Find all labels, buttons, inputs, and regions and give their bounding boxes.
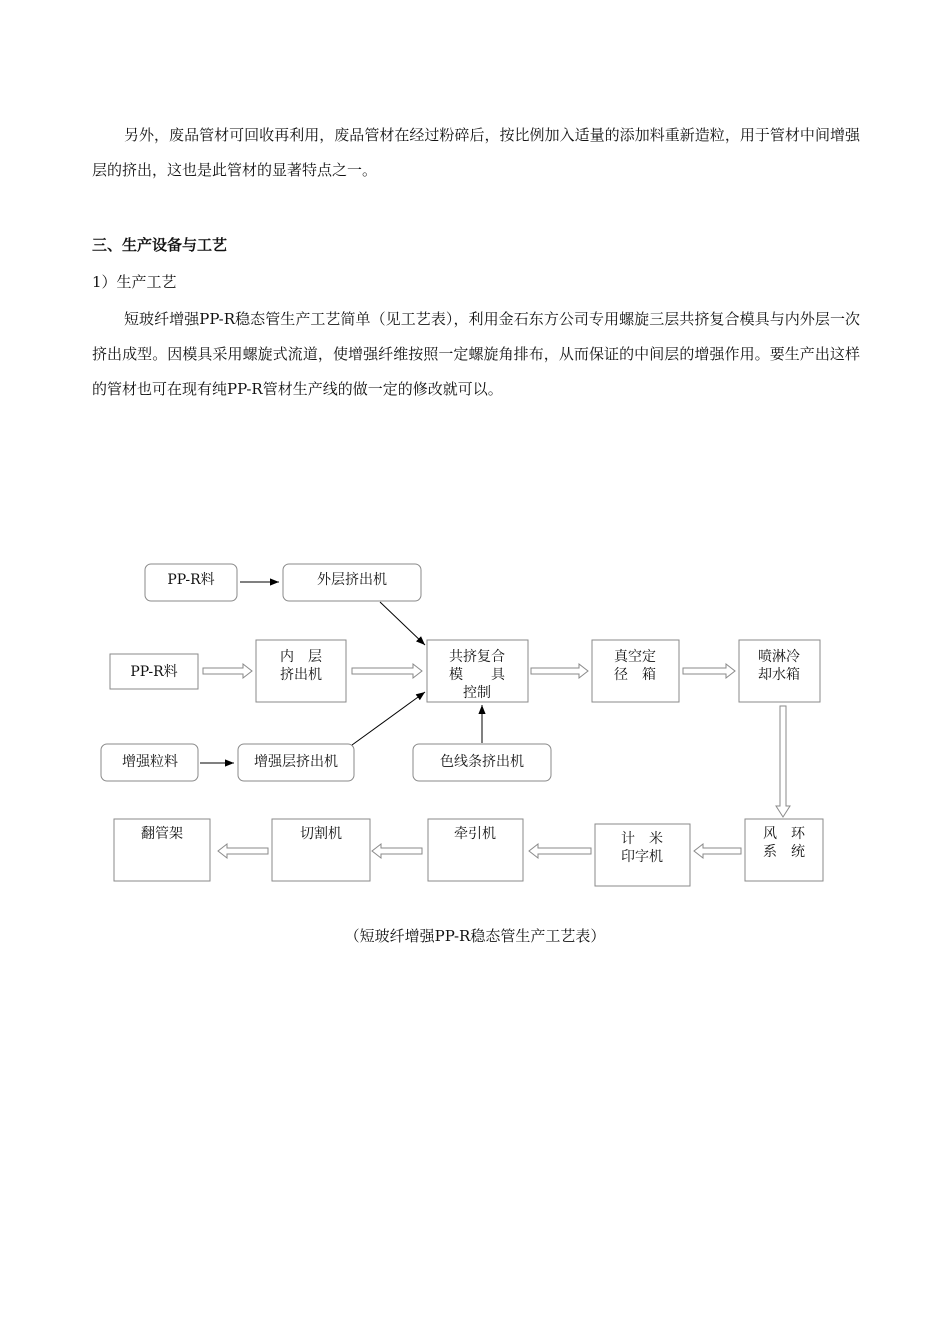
vacuum-sizing-tank-line2: 径 箱 (614, 667, 656, 683)
pipe-turning-rack-label: 翻管架 (141, 826, 183, 842)
haul-off-machine-label: 牵引机 (454, 826, 496, 842)
coextrusion-die-line2: 模 具 (449, 667, 505, 683)
intro-paragraph: 另外，废品管材可回收再利用，废品管材在经过粉碎后，按比例加入适量的添加料重新造粒，用于管材中间增强层的挤出，这也是此管材的显著特点之一。 (92, 126, 860, 179)
inner-extruder-line2: 挤出机 (280, 667, 322, 683)
hollow-arrow-haul-off-to-cutter (372, 844, 422, 858)
section-heading: 三、生产设备与工艺 (92, 236, 228, 254)
pp-r-material-left-label: PP-R料 (130, 664, 178, 680)
spray-cooling-tank-line2: 却水箱 (758, 667, 800, 683)
pp-r-material-top-label: PP-R料 (167, 572, 215, 588)
hollow-arrow-cooling-to-air-ring (776, 706, 790, 817)
hollow-arrow-cutter-to-rack (218, 844, 268, 858)
arrow-outer-to-die (380, 602, 425, 645)
hollow-arrow-material-to-inner (203, 664, 252, 678)
arrow-reinforcing-to-die (352, 692, 425, 745)
air-ring-system-line1: 风 环 (763, 826, 805, 842)
vacuum-sizing-tank-line1: 真空定 (614, 649, 656, 665)
air-ring-system-line2: 系 统 (763, 844, 805, 860)
coextrusion-die-line3: 控制 (463, 685, 491, 701)
hollow-arrow-air-ring-to-printer (694, 844, 741, 858)
spray-cooling-tank-line1: 喷淋冷 (758, 649, 800, 665)
meter-printer-line2: 印字机 (621, 849, 663, 865)
reinforcing-extruder-label: 增强层挤出机 (254, 754, 338, 770)
hollow-arrow-printer-to-haul-off (529, 844, 591, 858)
subsection-heading: 1）生产工艺 (92, 273, 177, 291)
flowchart-caption: （短玻纤增强PP-R稳态管生产工艺表） (344, 927, 606, 945)
color-line-extruder-label: 色线条挤出机 (440, 754, 524, 770)
hollow-arrow-vacuum-to-cooling (683, 664, 735, 678)
meter-printer-line1: 计 米 (621, 831, 663, 847)
reinforcing-pellets-label: 增强粒料 (122, 754, 178, 770)
hollow-arrow-inner-to-die (352, 664, 422, 678)
process-paragraph: 短玻纤增强PP-R稳态管生产工艺简单（见工艺表），利用金石东方公司专用螺旋三层共挤复合模具与内外层一次挤出成型。因模具采用螺旋式流道，使增强纤维按照一定螺旋角排布，从而保证的中间层的增强作用。要生产出这样的管材也可在现有纯PP-R管材生产线的做一定的修改就可以。 (92, 310, 860, 398)
cutting-machine-label: 切割机 (300, 826, 342, 842)
hollow-arrow-die-to-vacuum (531, 664, 588, 678)
inner-extruder-line1: 内 层 (280, 649, 322, 665)
outer-extruder-label: 外层挤出机 (317, 572, 387, 588)
coextrusion-die-line1: 共挤复合 (449, 649, 505, 665)
